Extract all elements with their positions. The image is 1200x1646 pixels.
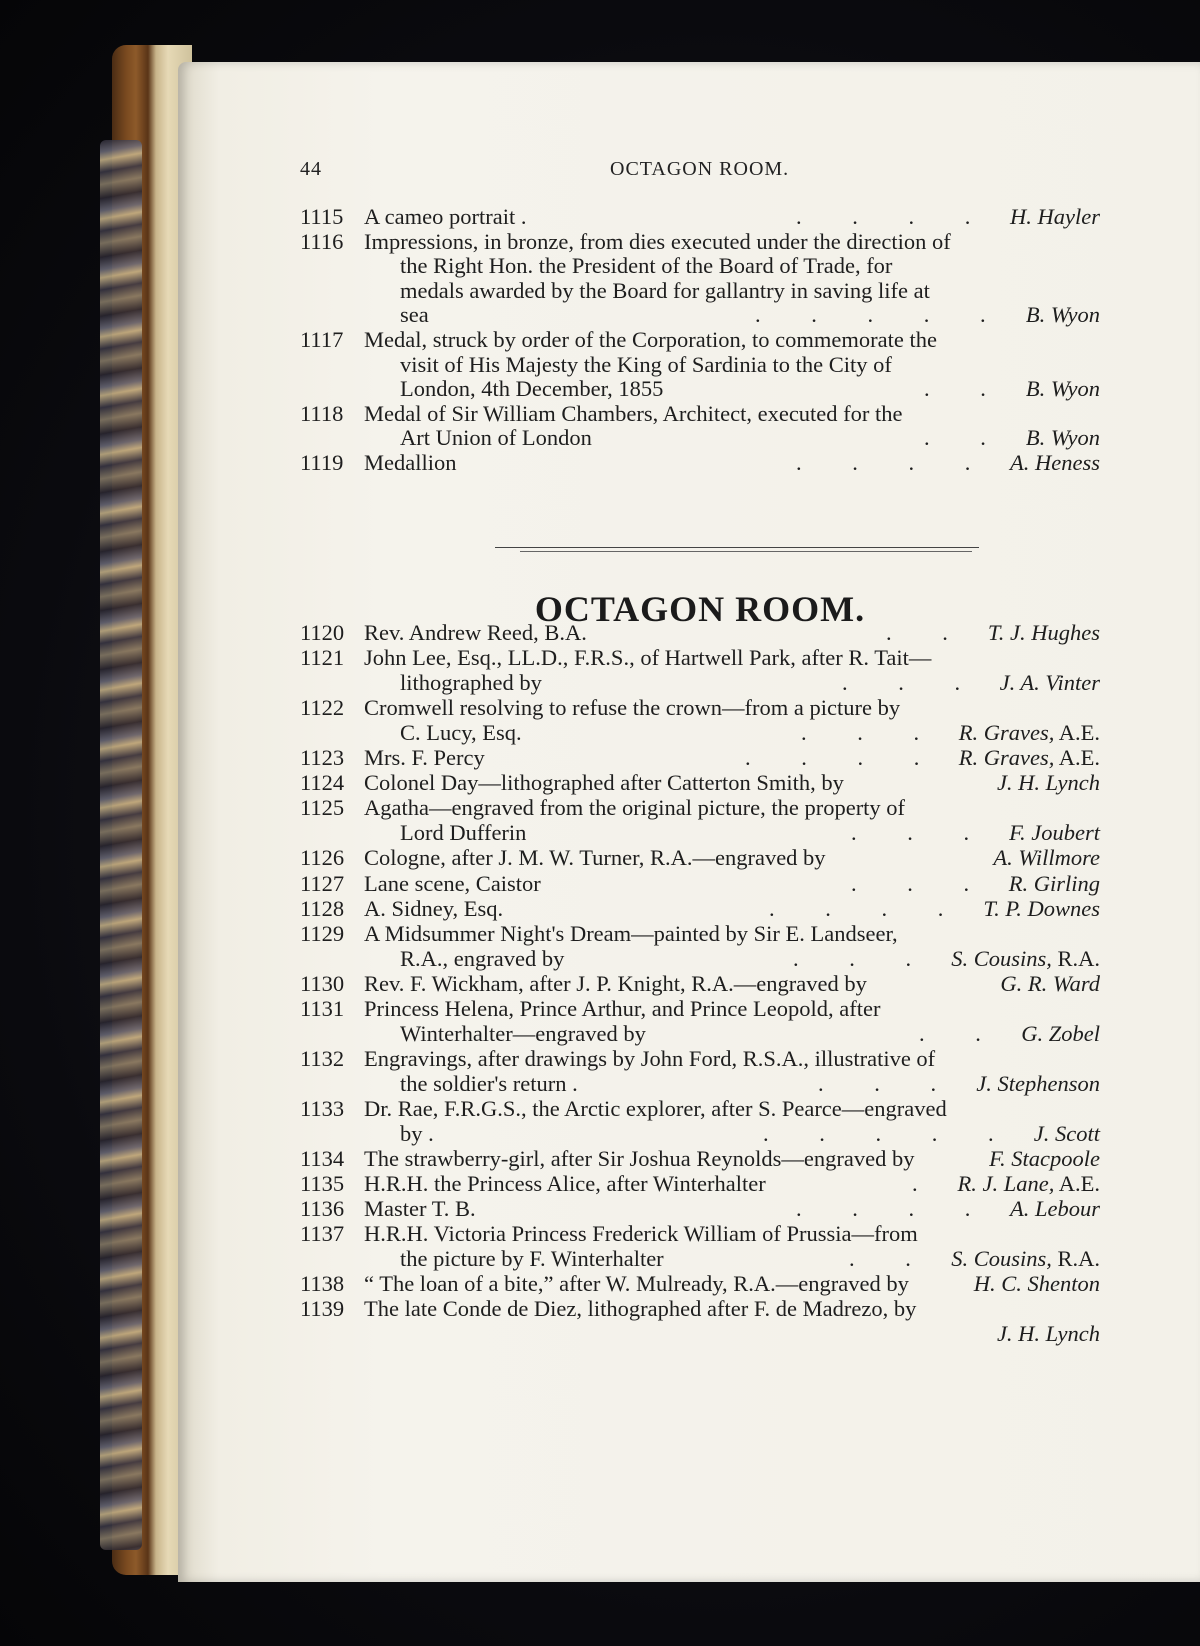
catalogue-line xyxy=(300,278,1100,304)
artist-name-text: G. R. Ward xyxy=(1000,970,1100,996)
artist-name xyxy=(1009,871,1100,897)
artist-name xyxy=(1021,1021,1100,1047)
entry-number: 1127 xyxy=(300,870,345,896)
leader-dots: . . . . . xyxy=(763,1121,994,1146)
entry-text: Cromwell resolving to refuse the crown—from a picture by xyxy=(364,695,901,721)
entry-text: R.A., engraved by xyxy=(400,945,565,971)
artist-name-text: H. C. Shenton xyxy=(973,1271,1100,1297)
entry-number: 1122 xyxy=(300,695,345,721)
catalogue-line xyxy=(300,204,1100,230)
catalogue-line xyxy=(300,1296,1100,1322)
entry-number: 1137 xyxy=(300,1221,345,1247)
catalogue-line xyxy=(300,695,1100,721)
artist-name xyxy=(1026,302,1100,328)
entry-text: Dr. Rae, F.R.G.S., the Arctic explorer, after S. Pearce—engraved xyxy=(364,1095,947,1121)
catalogue-line xyxy=(300,620,1100,646)
artist-name xyxy=(959,720,1100,746)
entry-text: Medallion xyxy=(364,450,457,475)
catalogue-line xyxy=(300,1021,1100,1047)
artist-name-text: B. Wyon xyxy=(1025,302,1100,328)
catalogue-line xyxy=(300,720,1100,746)
entry-text: Winterhalter—engraved by xyxy=(400,1020,646,1046)
leader-dots: . . xyxy=(919,1020,981,1046)
catalogue-line xyxy=(300,845,1100,871)
catalogue-line xyxy=(300,302,1100,328)
catalogue-line xyxy=(300,1046,1100,1072)
artist-name-text: T. P. Downes xyxy=(983,895,1100,921)
entry-text: Art Union of London xyxy=(400,425,592,451)
entry-text: Rev. F. Wickham, after J. P. Knight, R.A.—engraved by xyxy=(364,970,867,996)
entry-number: 1136 xyxy=(300,1196,345,1222)
artist-name-text: R. J. Lane, xyxy=(957,1171,1055,1197)
entry-number: 1116 xyxy=(300,228,344,254)
entry-number: 1135 xyxy=(300,1171,345,1197)
entry-text: Lord Dufferin xyxy=(400,820,527,846)
catalogue-line xyxy=(300,745,1100,771)
artist-name-text: R. Girling xyxy=(1008,870,1100,896)
entry-text: London, 4th December, 1855 xyxy=(400,376,664,402)
artist-name-text: B. Wyon xyxy=(1025,376,1100,402)
entry-number: 1132 xyxy=(300,1045,345,1071)
entry-text: Cologne, after J. M. W. Turner, R.A.—engraved by xyxy=(364,845,826,871)
entry-number: 1138 xyxy=(300,1271,345,1297)
artist-name-text: S. Cousins, xyxy=(951,945,1052,971)
artist-name-text: A. Willmore xyxy=(993,845,1100,871)
artist-name-text: J. H. Lynch xyxy=(996,1321,1100,1347)
leader-dots: . . xyxy=(849,1246,911,1272)
leader-dots: . . . xyxy=(842,670,961,696)
leader-dots: . . . . xyxy=(796,204,971,229)
catalogue-line xyxy=(300,229,1100,255)
entry-text: Engravings, after drawings by John Ford, R.S.A., illustrative of xyxy=(364,1045,936,1071)
entry-number: 1129 xyxy=(300,920,345,946)
entry-text: Rev. Andrew Reed, B.A. xyxy=(364,620,587,645)
catalogue-line xyxy=(300,921,1100,947)
entry-number: 1120 xyxy=(300,620,345,645)
section-divider-inner xyxy=(520,551,972,552)
entry-text: Medal, struck by order of the Corporation, to commemorate the xyxy=(364,327,937,352)
entry-text: A. Sidney, Esq. xyxy=(364,895,504,921)
entry-number: 1124 xyxy=(300,770,345,796)
entry-number: 1123 xyxy=(300,745,345,771)
catalogue-line xyxy=(300,871,1100,897)
running-title: OCTAGON ROOM. xyxy=(610,158,790,180)
catalogue-line xyxy=(300,1071,1100,1097)
catalogue-line xyxy=(300,450,1100,476)
artist-name xyxy=(1010,204,1100,230)
entry-number: 1128 xyxy=(300,895,345,921)
artist-name-text: J. Stephenson xyxy=(976,1070,1100,1096)
entry-text: lithographed by xyxy=(400,670,542,696)
artist-name-text: S. Cousins, xyxy=(951,1246,1052,1272)
catalogue-line xyxy=(300,1121,1100,1147)
entry-number: 1133 xyxy=(300,1095,345,1121)
catalogue-line xyxy=(300,996,1100,1022)
entry-number: 1125 xyxy=(300,795,345,821)
catalogue-line xyxy=(300,795,1100,821)
catalogue-line xyxy=(300,971,1100,997)
catalogue-line xyxy=(300,1321,1100,1347)
leader-dots: . . xyxy=(924,425,986,451)
artist-name xyxy=(976,1071,1100,1097)
catalogue-line xyxy=(300,1221,1100,1247)
catalogue-line xyxy=(300,1246,1100,1272)
artist-suffix: A.E. xyxy=(1054,745,1100,771)
entry-text: A cameo portrait . xyxy=(364,204,527,229)
entry-number: 1118 xyxy=(300,400,344,426)
artist-suffix: A.E. xyxy=(1054,720,1100,746)
entry-text: Colonel Day—lithographed after Catterton Smith, by xyxy=(364,770,844,796)
artist-name xyxy=(1009,820,1100,846)
catalogue-line xyxy=(300,896,1100,922)
catalogue-line xyxy=(300,352,1100,378)
catalogue-line xyxy=(300,376,1100,402)
entry-text: Impressions, in bronze, from dies executed under the direction of xyxy=(364,228,951,254)
artist-name xyxy=(959,745,1100,771)
artist-name-text: B. Wyon xyxy=(1025,425,1100,451)
artist-suffix: R.A. xyxy=(1051,1246,1100,1272)
entry-text: Medal of Sir William Chambers, Architect, executed for the xyxy=(364,400,903,426)
entry-number: 1134 xyxy=(300,1146,345,1172)
artist-name-text: F. Joubert xyxy=(1009,820,1100,846)
artist-name xyxy=(951,946,1100,972)
artist-name xyxy=(989,1146,1100,1172)
entry-text: visit of His Majesty the King of Sardinia to the City of xyxy=(400,351,892,377)
entry-text: H.R.H. the Princess Alice, after Winterhalter xyxy=(364,1171,766,1197)
entry-text: by . xyxy=(400,1121,434,1146)
entry-number: 1121 xyxy=(300,645,345,671)
leader-dots: . . . xyxy=(818,1070,937,1096)
leader-dots: . . . . xyxy=(745,745,920,771)
entry-text: Princess Helena, Prince Arthur, and Prince Leopold, after xyxy=(364,995,881,1021)
entry-text: “ The loan of a bite,” after W. Mulready, R.A.—engraved by xyxy=(364,1271,909,1297)
leader-dots: . . . xyxy=(851,820,970,846)
artist-name xyxy=(1010,1196,1100,1222)
entry-text: sea xyxy=(400,302,429,328)
entry-number: 1130 xyxy=(300,970,345,996)
leader-dots: . xyxy=(912,1171,918,1197)
entry-text: H.R.H. Victoria Princess Frederick William of Prussia—from xyxy=(364,1221,918,1247)
catalogue-line xyxy=(300,820,1100,846)
entry-text: The late Conde de Diez, lithographed after F. de Madrezo, by xyxy=(364,1296,917,1322)
artist-name-text: J. H. Lynch xyxy=(996,770,1100,796)
leader-dots: . . . xyxy=(801,720,920,746)
entry-number: 1126 xyxy=(300,845,345,871)
entry-text: medals awarded by the Board for gallantry in saving life at xyxy=(400,277,930,303)
catalogue-line xyxy=(300,946,1100,972)
entry-text: the soldier's return . xyxy=(400,1070,578,1096)
entry-text: the picture by F. Winterhalter xyxy=(400,1246,664,1272)
catalogue-line xyxy=(300,425,1100,451)
entry-text: A Midsummer Night's Dream—painted by Sir E. Landseer, xyxy=(364,920,898,946)
artist-name xyxy=(951,1246,1100,1272)
leader-dots: . . . . xyxy=(769,895,944,921)
artist-suffix: R.A. xyxy=(1051,945,1100,971)
entry-text: the Right Hon. the President of the Board of Trade, for xyxy=(400,253,893,279)
artist-name-text: H. Hayler xyxy=(1010,204,1100,229)
catalogue-line xyxy=(300,770,1100,796)
catalogue-line xyxy=(300,1271,1100,1297)
leader-dots: . . xyxy=(924,376,986,402)
artist-name-text: A. Lebour xyxy=(1010,1196,1100,1222)
catalogue-line xyxy=(300,401,1100,427)
artist-name xyxy=(988,620,1100,646)
catalogue-line xyxy=(300,1096,1100,1122)
entry-number: 1117 xyxy=(300,327,344,352)
artist-name xyxy=(997,1321,1100,1347)
catalogue-line xyxy=(300,1196,1100,1222)
artist-name xyxy=(1034,1121,1100,1147)
leader-dots: . . . . xyxy=(796,1196,971,1222)
leader-dots: . . . . . xyxy=(755,302,986,328)
artist-name xyxy=(974,1271,1100,1297)
leader-dots: . . . . xyxy=(796,450,971,475)
catalogue-line xyxy=(300,645,1100,671)
artist-name-text: J. Scott xyxy=(1033,1121,1100,1146)
artist-name xyxy=(997,770,1100,796)
artist-name-text: A. Heness xyxy=(1010,450,1100,475)
artist-name-text: R. Graves, xyxy=(958,745,1055,771)
entry-number: 1131 xyxy=(300,995,345,1021)
catalogue-line xyxy=(300,1171,1100,1197)
entry-text: Master T. B. xyxy=(364,1196,476,1222)
section-divider xyxy=(495,547,979,548)
artist-name xyxy=(1026,425,1100,451)
leader-dots: . . . xyxy=(793,945,912,971)
artist-name-text: R. Graves, xyxy=(958,720,1055,746)
catalogue-line xyxy=(300,253,1100,279)
artist-name xyxy=(1000,670,1100,696)
section-title: OCTAGON ROOM. xyxy=(534,589,866,629)
entry-number: 1139 xyxy=(300,1296,345,1322)
entry-number: 1115 xyxy=(300,204,344,229)
leader-dots: . . xyxy=(886,620,948,645)
artist-name-text: J. A. Vinter xyxy=(999,670,1100,696)
catalogue-line xyxy=(300,1146,1100,1172)
entry-text: John Lee, Esq., LL.D., F.R.S., of Hartwell Park, after R. Tait— xyxy=(364,645,932,671)
artist-name xyxy=(1000,971,1100,997)
artist-name-text: T. J. Hughes xyxy=(987,620,1100,645)
artist-name xyxy=(1010,450,1100,476)
artist-suffix: A.E. xyxy=(1054,1171,1100,1197)
marbled-endpaper xyxy=(100,140,142,1550)
leader-dots: . . . xyxy=(851,870,970,896)
entry-number: 1119 xyxy=(300,450,344,475)
catalogue-line xyxy=(300,327,1100,353)
page-number: 44 xyxy=(300,158,322,180)
entry-text: Lane scene, Caistor xyxy=(364,870,541,896)
entry-text: Agatha—engraved from the original picture, the property of xyxy=(364,795,906,821)
entry-text: The strawberry-girl, after Sir Joshua Reynolds—engraved by xyxy=(364,1146,915,1172)
catalogue-line xyxy=(300,670,1100,696)
entry-text: Mrs. F. Percy xyxy=(364,745,485,771)
artist-name xyxy=(958,1171,1101,1197)
page-header xyxy=(300,158,1100,188)
artist-name-text: G. Zobel xyxy=(1021,1020,1100,1046)
entry-text: C. Lucy, Esq. xyxy=(400,720,522,746)
artist-name xyxy=(993,845,1100,871)
artist-name xyxy=(1026,376,1100,402)
artist-name xyxy=(983,896,1100,922)
artist-name-text: F. Stacpoole xyxy=(989,1146,1100,1172)
